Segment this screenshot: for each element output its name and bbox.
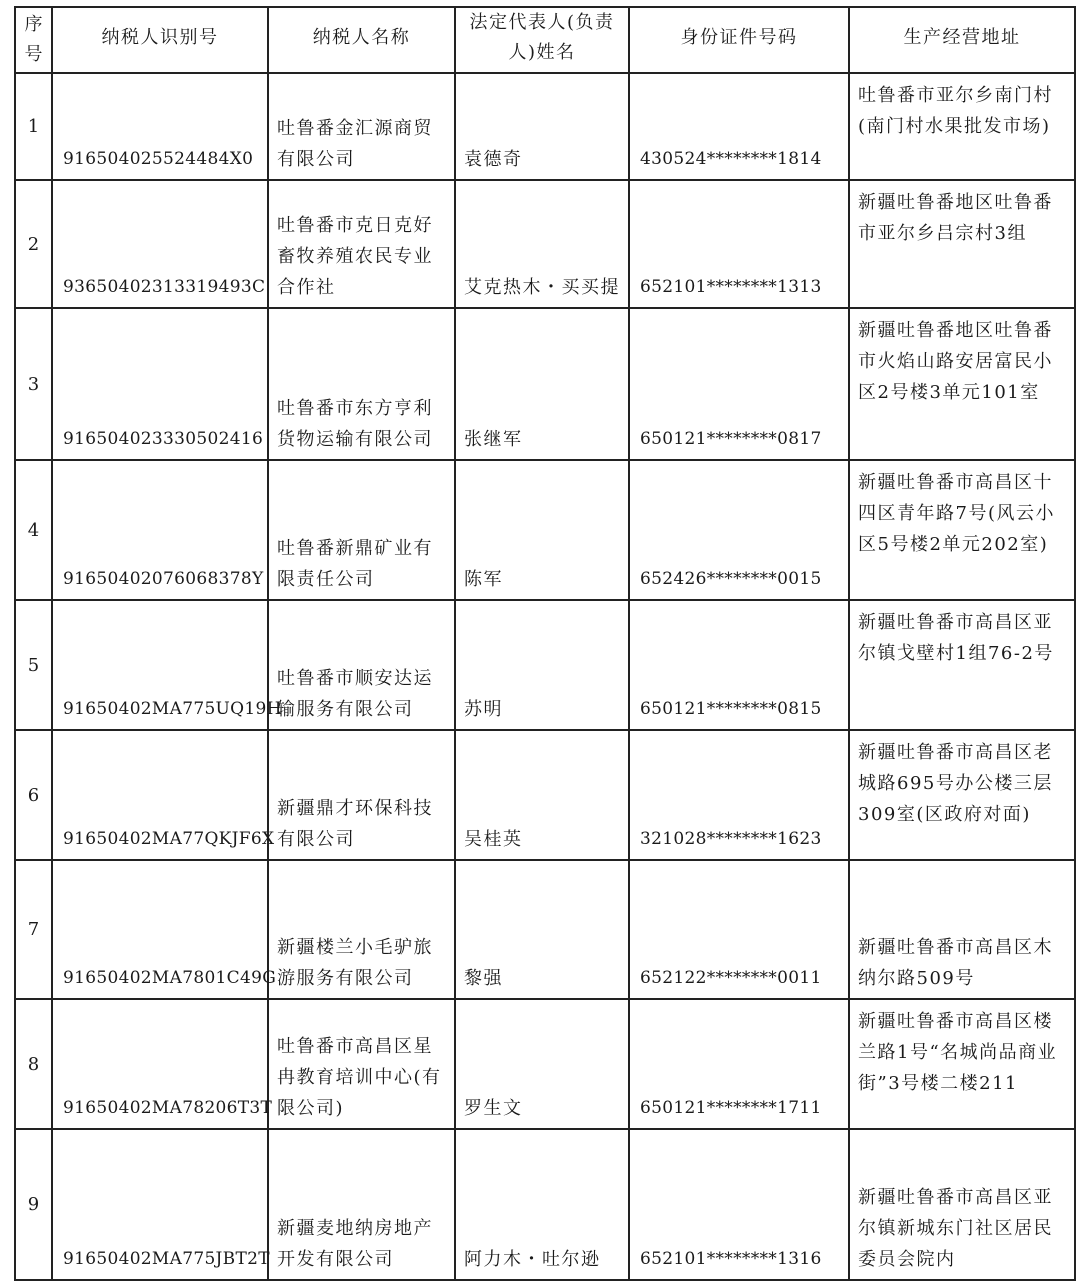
row-address: 吐鲁番市亚尔乡南门村(南门村水果批发市场) [849, 73, 1075, 180]
row-address: 新疆吐鲁番市高昌区楼兰路1号“名城尚品商业街”3号楼二楼211 [849, 999, 1075, 1129]
row-name: 吐鲁番市高昌区星冉教育培训中心(有限公司) [268, 999, 455, 1129]
table-header-row [15, 7, 1075, 73]
row-name: 新疆麦地纳房地产开发有限公司 [268, 1129, 455, 1280]
table-row [15, 860, 1075, 999]
row-seq: 3 [15, 308, 52, 460]
row-id-no: 650121********0817 [629, 308, 849, 460]
row-id-no: 652122********0011 [629, 860, 849, 999]
row-rep: 袁德奇 [455, 73, 629, 180]
table-row [15, 600, 1075, 730]
row-tax-id: 916504025524484X0 [52, 73, 268, 180]
row-rep: 艾克热木・买买提 [455, 180, 629, 308]
row-tax-id: 91650402MA77QKJF6X [52, 730, 268, 860]
row-address: 新疆吐鲁番地区吐鲁番市亚尔乡吕宗村3组 [849, 180, 1075, 308]
row-rep: 苏明 [455, 600, 629, 730]
row-name: 新疆楼兰小毛驴旅游服务有限公司 [268, 860, 455, 999]
row-tax-id: 91650402MA7801C49G [52, 860, 268, 999]
row-seq: 9 [15, 1129, 52, 1280]
row-seq: 7 [15, 860, 52, 999]
row-seq: 4 [15, 460, 52, 600]
row-address: 新疆吐鲁番市高昌区老城路695号办公楼三层309室(区政府对面) [849, 730, 1075, 860]
row-tax-id: 91650402MA78206T3T [52, 999, 268, 1129]
row-rep: 罗生文 [455, 999, 629, 1129]
row-rep: 陈军 [455, 460, 629, 600]
row-tax-id: 91650402076068378Y [52, 460, 268, 600]
row-tax-id: 93650402313319493C [52, 180, 268, 308]
row-tax-id: 91650402MA775JBT2T [52, 1129, 268, 1280]
row-seq: 1 [15, 73, 52, 180]
row-tax-id: 91650402MA775UQ19H [52, 600, 268, 730]
row-name: 吐鲁番市东方亨利货物运输有限公司 [268, 308, 455, 460]
row-address: 新疆吐鲁番市高昌区十四区青年路7号(风云小区5号楼2单元202室) [849, 460, 1075, 600]
header-id-no: 身份证件号码 [629, 7, 849, 73]
table-row [15, 999, 1075, 1129]
header-tax-id: 纳税人识别号 [52, 7, 268, 73]
row-address: 新疆吐鲁番市高昌区木纳尔路509号 [849, 860, 1075, 999]
row-id-no: 321028********1623 [629, 730, 849, 860]
row-name: 吐鲁番金汇源商贸有限公司 [268, 73, 455, 180]
row-rep: 吴桂英 [455, 730, 629, 860]
row-address: 新疆吐鲁番市高昌区亚尔镇戈壁村1组76-2号 [849, 600, 1075, 730]
table-row [15, 1129, 1075, 1280]
row-rep: 张继军 [455, 308, 629, 460]
row-id-no: 652426********0015 [629, 460, 849, 600]
row-seq: 2 [15, 180, 52, 308]
row-id-no: 650121********1711 [629, 999, 849, 1129]
row-name: 吐鲁番市顺安达运输服务有限公司 [268, 600, 455, 730]
table-row [15, 308, 1075, 460]
row-tax-id: 916504023330502416 [52, 308, 268, 460]
table-row [15, 73, 1075, 180]
row-id-no: 652101********1313 [629, 180, 849, 308]
row-address: 新疆吐鲁番市高昌区亚尔镇新城东门社区居民委员会院内 [849, 1129, 1075, 1280]
header-seq: 序号 [15, 7, 52, 73]
row-id-no: 430524********1814 [629, 73, 849, 180]
row-address: 新疆吐鲁番地区吐鲁番市火焰山路安居富民小区2号楼3单元101室 [849, 308, 1075, 460]
row-seq: 8 [15, 999, 52, 1129]
table-row [15, 730, 1075, 860]
row-id-no: 650121********0815 [629, 600, 849, 730]
row-rep: 阿力木・吐尔逊 [455, 1129, 629, 1280]
row-name: 吐鲁番新鼎矿业有限责任公司 [268, 460, 455, 600]
row-name: 吐鲁番市克日克好畜牧养殖农民专业合作社 [268, 180, 455, 308]
row-seq: 6 [15, 730, 52, 860]
header-name: 纳税人名称 [268, 7, 455, 73]
table-row [15, 460, 1075, 600]
row-name: 新疆鼎才环保科技有限公司 [268, 730, 455, 860]
row-rep: 黎强 [455, 860, 629, 999]
taxpayer-table [14, 6, 1076, 1281]
row-seq: 5 [15, 600, 52, 730]
table-row [15, 180, 1075, 308]
header-address: 生产经营地址 [849, 7, 1075, 73]
header-rep: 法定代表人(负责人)姓名 [455, 7, 629, 73]
row-id-no: 652101********1316 [629, 1129, 849, 1280]
